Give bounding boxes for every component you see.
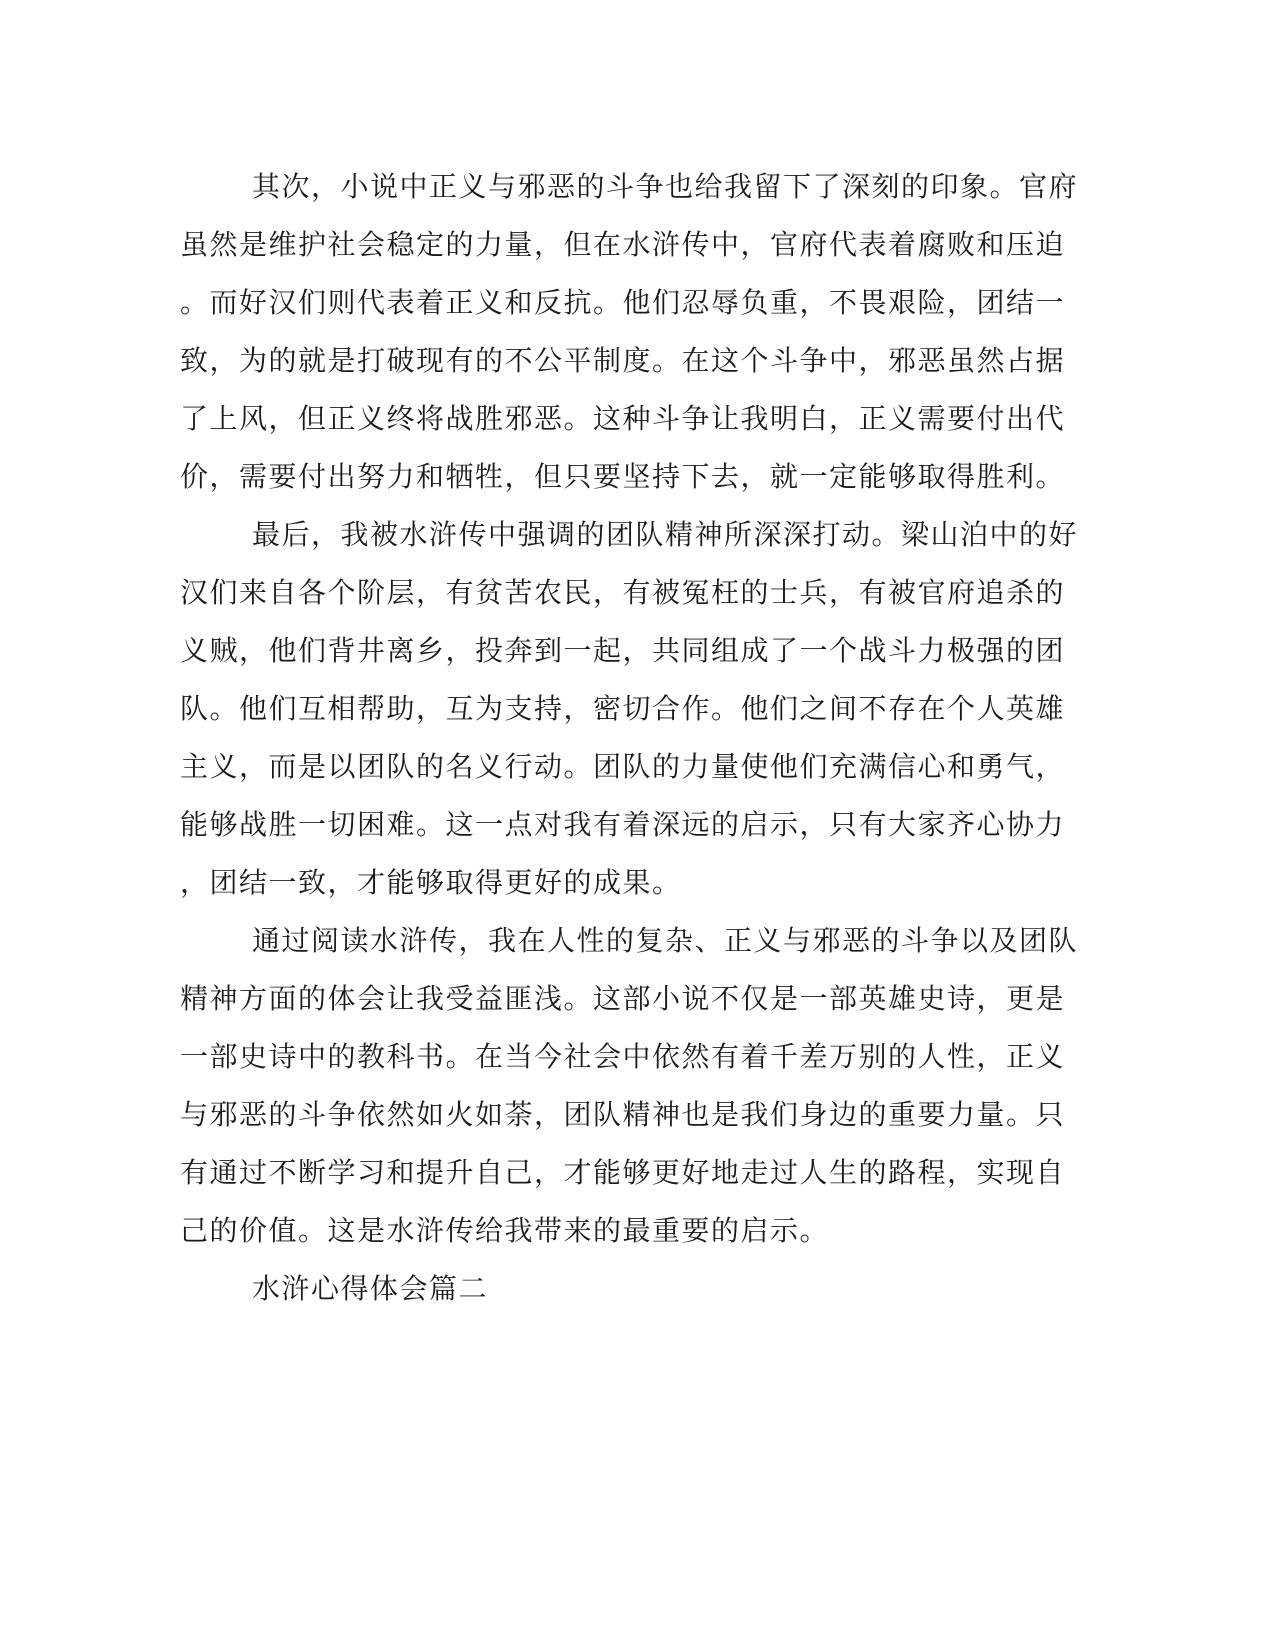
paragraph-team-spirit xyxy=(180,506,1079,912)
paragraph-line: 。而好汉们则代表着正义和反抗。他们忍辱负重，不畏艰险，团结一 xyxy=(180,286,1066,319)
paragraph-line: 虽然是维护社会稳定的力量，但在水浒传中，官府代表着腐败和压迫 xyxy=(180,228,1066,261)
paragraph-line: 义贼，他们背井离乡，投奔到一起，共同组成了一个战斗力极强的团 xyxy=(180,634,1066,667)
paragraph-line: 其次，小说中正义与邪恶的斗争也给我留下了深刻的印象。官府 xyxy=(252,170,1079,203)
paragraph-line: 一部史诗中的教科书。在当今社会中依然有着千差万别的人性，正义 xyxy=(180,1040,1066,1073)
paragraph-line: 有通过不断学习和提升自己，才能够更好地走过人生的路程，实现自 xyxy=(180,1156,1066,1189)
paragraph-line: 主义，而是以团队的名义行动。团队的力量使他们充满信心和勇气， xyxy=(180,750,1066,783)
paragraph-line: 价，需要付出努力和牺牲，但只要坚持下去，就一定能够取得胜利。 xyxy=(180,460,1066,493)
paragraph-line: ，团结一致，才能够取得更好的成果。 xyxy=(180,866,682,899)
paragraph-line: 致，为的就是打破现有的不公平制度。在这个斗争中，邪恶虽然占据 xyxy=(180,344,1066,377)
paragraph-line: 己的价值。这是水浒传给我带来的最重要的启示。 xyxy=(180,1214,830,1247)
paragraph-line: 能够战胜一切困难。这一点对我有着深远的启示，只有大家齐心协力 xyxy=(180,808,1066,841)
paragraph-justice-vs-evil xyxy=(180,158,1079,506)
paragraph-line: 汉们来自各个阶层，有贫苦农民，有被冤枉的士兵，有被官府追杀的 xyxy=(180,576,1066,609)
paragraph-line: 与邪恶的斗争依然如火如荼，团队精神也是我们身边的重要力量。只 xyxy=(180,1098,1066,1131)
paragraph-line: 了上风，但正义终将战胜邪恶。这种斗争让我明白，正义需要付出代 xyxy=(180,402,1066,435)
paragraph-conclusion xyxy=(180,912,1079,1260)
paragraph-line: 精神方面的体会让我受益匪浅。这部小说不仅是一部英雄史诗，更是 xyxy=(180,982,1066,1015)
section-heading: 水浒心得体会篇二 xyxy=(252,1272,489,1305)
paragraph-line: 最后，我被水浒传中强调的团队精神所深深打动。梁山泊中的好 xyxy=(252,518,1079,551)
body-text xyxy=(180,158,1079,1318)
paragraph-line: 队。他们互相帮助，互为支持，密切合作。他们之间不存在个人英雄 xyxy=(180,692,1066,725)
paragraph-line: 通过阅读水浒传，我在人性的复杂、正义与邪恶的斗争以及团队 xyxy=(252,924,1079,957)
